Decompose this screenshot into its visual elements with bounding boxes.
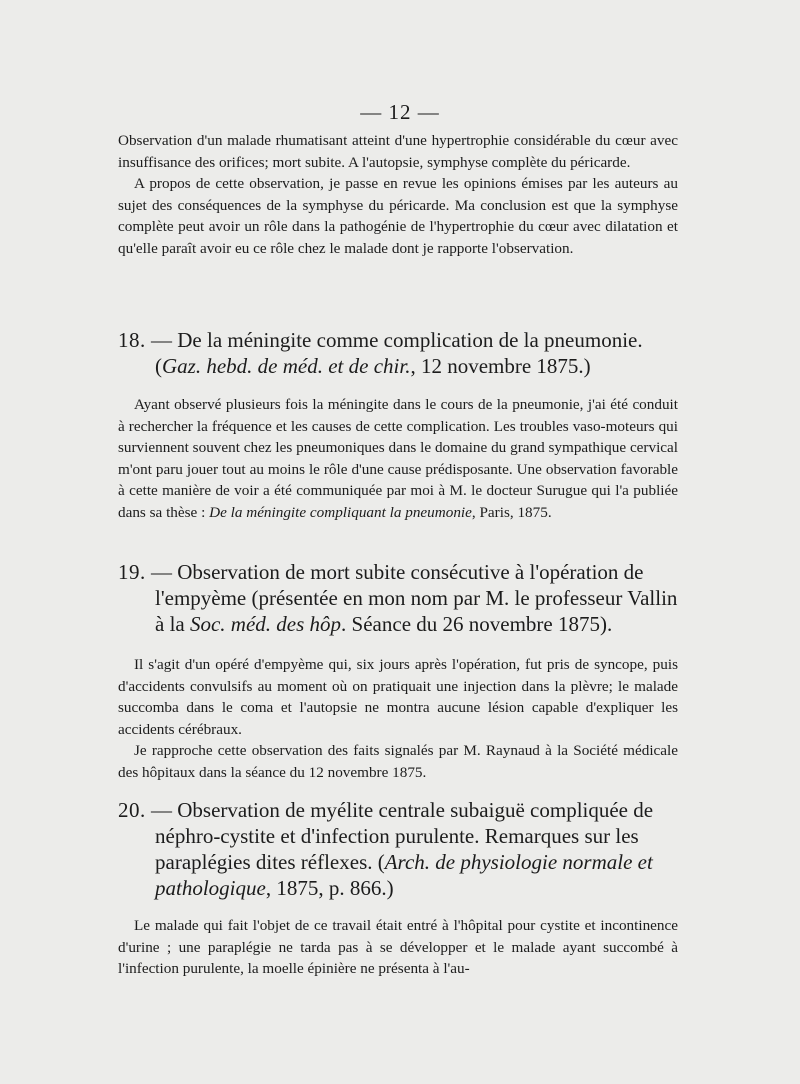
entry-18-body: [118, 394, 678, 524]
entry-19-number: 19.: [118, 560, 146, 584]
entry-20-title-line3: paraplégies dites réflexes. (Arch. de physiologie normale et: [155, 850, 653, 874]
entry-20-body: [118, 915, 678, 980]
intro-paragraph-1: Observation d'un malade rhumatisant atteint d'une hypertrophie considérable du cœur avec insuffisance des orifices; mort subite. A l'autopsie, symphyse complète du péricarde.: [118, 132, 678, 171]
entry-20-title-line2: néphro-cystite et d'infection purulente. Remarques sur les: [155, 824, 639, 848]
entry-18-number: 18.: [118, 328, 146, 352]
entry-18-heading: [118, 327, 678, 379]
page-number: — 12 —: [360, 100, 440, 124]
entry-20-title-line1: — Observation de myélite centrale subaiguë compliquée de: [151, 798, 654, 822]
entry-20-number: 20.: [118, 798, 146, 822]
entry-18-paragraph: Ayant observé plusieurs fois la méningite dans le cours de la pneumonie, j'ai été conduit à rechercher la fréquence et les causes de cette complication. Les troubles vaso-moteurs qui surviennent souvent chez les pneumoniques dans le domaine du grand sympathique cervical m'ont paru jouer tout au moins le rôle d'une cause prédisposante. Une observation favorable à cette manière de voir a été communiquée par moi à M. le docteur Surugue qui l'a publiée dans sa thèse : De la méningite compliquant la pneumonie, Paris, 1875.: [118, 396, 678, 521]
entry-19-paragraph-2: Je rapproche cette observation des faits signalés par M. Raynaud à la Société médicale des hôpitaux dans la séance du 12 novembre 1875.: [118, 742, 678, 781]
entry-19-society: Soc. méd. des hôp: [189, 612, 342, 636]
entry-20-title-line4: pathologique, 1875, p. 866.): [155, 876, 394, 900]
intro-section: [118, 130, 678, 260]
entry-19-title-line1: — Observation de mort subite consécutive à l'opération de: [151, 560, 644, 584]
entry-19-heading: [118, 559, 678, 637]
entry-19-body: [118, 654, 678, 784]
entry-19-title-line2: l'empyème (présentée en mon nom par M. le professeur Vallin: [155, 586, 678, 610]
intro-paragraph-2: A propos de cette observation, je passe en revue les opinions émises par les auteurs au sujet des conséquences de la symphyse du péricarde. Ma conclusion est que la symphyse complète peut avoir un rôle dans la pathogénie de l'hypertrophie du cœur avec dilatation et qu'elle paraît avoir eu ce rôle chez le malade dont je rapporte l'observation.: [118, 175, 678, 257]
entry-18-thesis-title: De la méningite compliquant la pneumonie: [209, 503, 472, 521]
entry-19-paragraph-1: Il s'agit d'un opéré d'empyème qui, six jours après l'opération, fut pris de syncope, puis d'accidents convulsifs au moment où on pratiquait une injection dans la plèvre; le malade succomba dans le coma et l'autopsie ne montra aucune lésion capable d'expliquer les accidents cérébraux.: [118, 656, 678, 738]
entry-19-title-line3: à la Soc. méd. des hôp. Séance du 26 novembre 1875).: [155, 612, 613, 636]
entry-18-date: , 12 novembre 1875.): [410, 354, 591, 378]
entry-18-source: (Gaz. hebd. de méd. et de chir., 12 novembre 1875.): [155, 354, 591, 378]
entry-20-archive: Arch. de physiologie normale et: [384, 850, 653, 874]
entry-20-archive-cont: pathologique: [155, 876, 266, 900]
entry-20-heading: [118, 797, 678, 901]
entry-18-journal: Gaz. hebd. de méd. et de chir.: [162, 354, 411, 378]
entry-20-paragraph: Le malade qui fait l'objet de ce travail était entré à l'hôpital pour cystite et incontinence d'urine ; une paraplégie ne tarda pas à se développer et le malade ayant succombé à l'infection purulente, la moelle épinière ne présenta à l'au-: [118, 917, 678, 978]
entry-18-title: — De la méningite comme complication de la pneumonie.: [151, 328, 643, 352]
